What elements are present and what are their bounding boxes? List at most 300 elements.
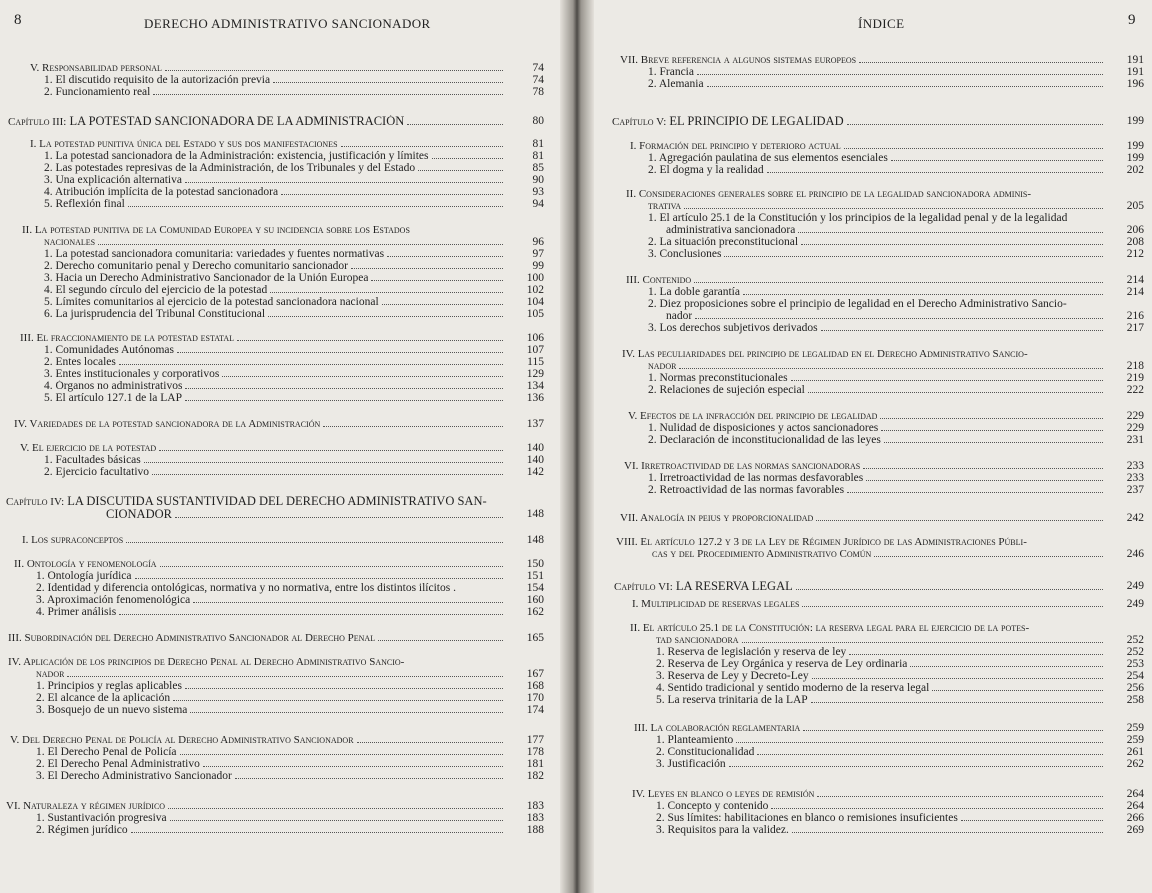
toc-entry-title xyxy=(36,746,177,758)
toc-entry-text: IV. Variedades de la potestad sancionadora de la Administración xyxy=(14,418,321,430)
toc-entry-text: V. Efectos de la infracción del principio de legalidad xyxy=(628,410,878,422)
toc-entry-text: 2. Las potestades represivas de la Administración, de los Tribunales y del Estado xyxy=(44,162,416,174)
toc-entry-text: 5. El artículo 127.1 de la LAP xyxy=(44,392,182,404)
toc-entry-title xyxy=(648,484,844,496)
toc-entry-text: 3. Bosquejo de un nuevo sistema xyxy=(36,704,188,716)
toc-entry xyxy=(44,86,506,98)
toc-entry xyxy=(630,622,1106,634)
toc-entry-title xyxy=(656,646,846,658)
toc-page-number: 258 xyxy=(1126,694,1144,706)
toc-entry-title xyxy=(648,78,704,90)
toc-entry xyxy=(648,472,1106,484)
toc-entry xyxy=(626,274,1106,286)
toc-entry-title xyxy=(666,224,795,236)
toc-entry xyxy=(44,272,506,284)
toc-entry-title xyxy=(36,812,167,824)
toc-page-number: 162 xyxy=(526,606,544,618)
toc-entry-title xyxy=(10,734,354,746)
toc-entry-title xyxy=(656,634,739,646)
right-page-number: 9 xyxy=(1128,12,1136,28)
toc-entry xyxy=(44,356,506,368)
toc-entry-title xyxy=(632,598,799,610)
toc-entry-text: VII. Breve referencia a algunos sistemas europeos xyxy=(620,54,857,66)
toc-entry-title xyxy=(22,224,410,236)
dot-leader xyxy=(816,520,1103,521)
toc-entry-title xyxy=(36,704,187,716)
toc-entry xyxy=(44,368,506,380)
toc-entry-text: 4. El segundo círculo del ejercicio de la potestad xyxy=(44,284,268,296)
toc-entry-title xyxy=(36,758,200,770)
dot-leader xyxy=(119,614,503,615)
toc-entry-text: 2. Sus límites: habilitaciones en blanco o remisiones insuficientes xyxy=(656,812,958,824)
toc-entry-text: 1. La potestad sancionadora de la Administración: existencia, justificación y límites xyxy=(44,150,429,162)
toc-entry-title xyxy=(36,570,132,582)
toc-entry-title xyxy=(44,368,219,380)
toc-entry xyxy=(656,824,1106,836)
toc-entry xyxy=(14,418,506,430)
toc-page-number: 188 xyxy=(526,824,544,836)
dot-leader xyxy=(849,654,1103,655)
dot-leader xyxy=(881,430,1103,431)
toc-entry-title xyxy=(656,746,754,758)
toc-entry-text: 2. Retroactividad de las normas favorables xyxy=(648,484,845,496)
dot-leader xyxy=(684,208,1103,209)
toc-entry-text: IV. Leyes en blanco o leyes de remisión xyxy=(632,788,815,800)
toc-entry-title xyxy=(630,140,841,152)
toc-entry-title xyxy=(656,670,809,682)
toc-page-number: 249 xyxy=(1126,580,1144,592)
toc-entry-text: VII. Analogía in peius y proporcionalidad xyxy=(620,512,814,524)
toc-page-number: 142 xyxy=(526,466,544,478)
chapter-label: Capítulo IV: xyxy=(6,496,65,508)
toc-page-number: 94 xyxy=(532,198,544,210)
toc-page-number: 259 xyxy=(1126,734,1144,746)
toc-page-number: 242 xyxy=(1126,512,1144,524)
dot-leader xyxy=(802,606,1103,607)
toc-entry-title xyxy=(648,200,681,212)
toc-entry-title xyxy=(30,62,162,74)
dot-leader xyxy=(126,542,503,543)
toc-entry xyxy=(44,260,506,272)
toc-page-number: 196 xyxy=(1126,78,1144,90)
toc-entry xyxy=(10,734,506,746)
toc-entry xyxy=(36,770,506,782)
toc-entry-text: nador xyxy=(36,668,65,680)
toc-entry xyxy=(656,734,1106,746)
toc-entry xyxy=(36,570,506,582)
toc-entry-title xyxy=(44,356,116,368)
toc-entry xyxy=(44,174,506,186)
toc-page-number: 177 xyxy=(526,734,544,746)
dot-leader xyxy=(742,642,1103,643)
toc-page-number: 259 xyxy=(1126,722,1144,734)
toc-entry-text: 3. Conclusiones xyxy=(648,248,722,260)
toc-entry xyxy=(8,115,506,128)
dot-leader xyxy=(808,392,1103,393)
toc-entry xyxy=(36,812,506,824)
toc-entry-title xyxy=(36,606,116,618)
toc-entry-title xyxy=(106,508,172,520)
dot-leader xyxy=(757,754,1103,755)
dot-leader xyxy=(407,124,503,125)
dot-leader xyxy=(237,340,503,341)
dot-leader xyxy=(185,182,503,183)
toc-entry xyxy=(44,186,506,198)
dot-leader xyxy=(694,282,1103,283)
dot-leader xyxy=(743,294,1103,295)
toc-entry xyxy=(634,722,1106,734)
toc-page-number: 253 xyxy=(1126,658,1144,670)
toc-entry-text: 1. Normas preconstitucionales xyxy=(648,372,788,384)
dot-leader xyxy=(235,778,503,779)
toc-entry xyxy=(44,380,506,392)
toc-entry-title xyxy=(44,454,141,466)
toc-page-number: 212 xyxy=(1126,248,1144,260)
toc-entry xyxy=(36,692,506,704)
toc-entry-title xyxy=(648,298,1067,310)
toc-entry-text: 5. Límites comunitarios al ejercicio de la potestad sancionadora nacional xyxy=(44,296,379,308)
toc-entry xyxy=(20,442,506,454)
toc-entry xyxy=(44,308,506,320)
toc-page-number: 105 xyxy=(526,308,544,320)
toc-page-number: 93 xyxy=(532,186,544,198)
toc-entry-title xyxy=(648,286,740,298)
toc-entry xyxy=(44,74,506,86)
toc-entry xyxy=(44,284,506,296)
toc-page-number: 254 xyxy=(1126,670,1144,682)
toc-entry xyxy=(648,360,1106,372)
dot-leader xyxy=(371,280,503,281)
dot-leader xyxy=(67,676,503,677)
toc-entry-title xyxy=(44,392,182,404)
toc-entry-text: 1. El discutido requisito de la autorización previa xyxy=(44,74,271,86)
toc-entry xyxy=(648,212,1106,224)
toc-page-number: 137 xyxy=(526,418,544,430)
toc-entry-title xyxy=(656,800,768,812)
toc-entry-text: 1. Francia xyxy=(648,66,694,78)
dot-leader xyxy=(844,148,1103,149)
toc-page-number: 183 xyxy=(526,812,544,824)
dot-leader xyxy=(185,400,503,401)
toc-entry-text: 2. Entes locales xyxy=(44,356,116,368)
toc-page-number: 264 xyxy=(1126,788,1144,800)
dot-leader xyxy=(863,468,1103,469)
toc-entry xyxy=(648,286,1106,298)
toc-page-number: 140 xyxy=(526,454,544,466)
dot-leader xyxy=(203,766,503,767)
toc-entry xyxy=(656,746,1106,758)
toc-page-number: 237 xyxy=(1126,484,1144,496)
toc-entry-title xyxy=(648,422,878,434)
dot-leader xyxy=(160,566,503,567)
toc-entry-title xyxy=(6,800,165,812)
toc-page-number: 264 xyxy=(1126,800,1144,812)
dot-leader xyxy=(351,268,503,269)
dot-leader xyxy=(859,62,1103,63)
toc-entry-title xyxy=(612,115,844,128)
toc-entry xyxy=(36,758,506,770)
dot-leader xyxy=(866,480,1103,481)
toc-entry-title xyxy=(616,536,1027,548)
toc-page-number: 100 xyxy=(526,272,544,284)
toc-entry-title xyxy=(44,186,278,198)
toc-page-number: 216 xyxy=(1126,310,1144,322)
toc-entry-title xyxy=(648,472,863,484)
toc-entry-title xyxy=(36,668,64,680)
toc-page-number: 165 xyxy=(526,632,544,644)
toc-entry-text: I. Formación del principio y deterioro actual xyxy=(630,140,841,152)
toc-entry-title xyxy=(44,272,368,284)
toc-entry-title xyxy=(648,434,881,446)
toc-entry-title xyxy=(648,66,694,78)
toc-entry-text: V. Del Derecho Penal de Policía al Derecho Administrativo Sancionador xyxy=(10,734,354,746)
toc-entry-title xyxy=(656,758,726,770)
toc-entry-text: 2. Declaración de inconstitucionalidad de las leyes xyxy=(648,434,881,446)
toc-entry-title xyxy=(656,812,958,824)
toc-entry xyxy=(6,800,506,812)
toc-entry xyxy=(648,236,1106,248)
toc-page-number: 148 xyxy=(526,508,544,520)
toc-entry-title xyxy=(648,164,764,176)
dot-leader xyxy=(323,426,503,427)
toc-entry xyxy=(22,534,506,546)
dot-leader xyxy=(270,292,503,293)
toc-entry-text: 3. Requisitos para la validez. xyxy=(656,824,789,836)
toc-entry-title xyxy=(620,54,856,66)
toc-entry xyxy=(666,224,1106,236)
left-page xyxy=(0,0,572,893)
toc-page-number: 214 xyxy=(1126,274,1144,286)
toc-entry-title xyxy=(656,824,789,836)
toc-entry xyxy=(36,704,506,716)
toc-page-number: 81 xyxy=(532,150,544,162)
toc-entry-text: 3. Entes institucionales y corporativos xyxy=(44,368,220,380)
dot-leader xyxy=(803,730,1103,731)
toc-entry-text: 1. La potestad sancionadora comunitaria: variedades y fuentes normativas xyxy=(44,248,385,260)
toc-entry-title xyxy=(44,248,384,260)
toc-entry-text: 1. Concepto y contenido xyxy=(656,800,769,812)
toc-entry-text: 1. Ontología jurídica xyxy=(36,570,132,582)
toc-page-number: 217 xyxy=(1126,322,1144,334)
toc-page-number: 231 xyxy=(1126,434,1144,446)
toc-entry xyxy=(36,606,506,618)
dot-leader xyxy=(792,832,1103,833)
toc-page-number: 151 xyxy=(526,570,544,582)
toc-entry xyxy=(648,66,1106,78)
toc-entry-text: III. Subordinación del Derecho Administrativo Sancionador al Derecho Penal xyxy=(8,632,376,644)
toc-entry-text: II. Ontología y fenomenología xyxy=(14,558,157,570)
toc-entry-title xyxy=(36,594,190,606)
toc-entry-title xyxy=(648,384,805,396)
toc-entry xyxy=(656,634,1106,646)
dot-leader xyxy=(165,70,503,71)
dot-leader xyxy=(281,194,503,195)
toc-entry xyxy=(36,746,506,758)
toc-entry xyxy=(106,508,506,521)
dot-leader xyxy=(153,94,503,95)
toc-page-number: 154 xyxy=(526,582,544,594)
toc-entry-text: IV. Aplicación de los principios de Derecho Penal al Derecho Administrativo Sancio- xyxy=(8,656,405,668)
toc-entry-title xyxy=(44,296,379,308)
toc-entry-title xyxy=(20,332,234,344)
toc-entry-text: 2. Diez proposiciones sobre el principio de legalidad en el Derecho Administrativo Sancio- xyxy=(648,298,1067,310)
toc-entry-text: 2. Alemania xyxy=(648,78,704,90)
toc-page-number: 134 xyxy=(526,380,544,392)
dot-leader xyxy=(847,492,1103,493)
toc-entry-text: VIII. El artículo 127.2 y 3 de la Ley de Régimen Jurídico de las Administraciones Públi- xyxy=(616,536,1027,548)
toc-entry-text: III. El fraccionamiento de la potestad estatal xyxy=(20,332,234,344)
dot-leader xyxy=(341,146,503,147)
toc-entry-title xyxy=(44,466,149,478)
toc-entry-text: 4. Primer análisis xyxy=(36,606,117,618)
toc-entry xyxy=(648,484,1106,496)
toc-entry-text: 2. Relaciones de sujeción especial xyxy=(648,384,805,396)
toc-entry xyxy=(648,78,1106,90)
dot-leader xyxy=(357,742,503,743)
dot-leader xyxy=(268,316,503,317)
right-table-of-contents xyxy=(582,0,1152,893)
dot-leader xyxy=(177,352,503,353)
toc-page-number: 269 xyxy=(1126,824,1144,836)
toc-entry-text: II. El artículo 25.1 de la Constitución: la reserva legal para el ejercicio de la potes- xyxy=(630,622,1030,634)
dot-leader xyxy=(382,304,503,305)
toc-entry-text: 1. Principios y reglas aplicables xyxy=(36,680,182,692)
toc-page-number: 140 xyxy=(526,442,544,454)
dot-leader xyxy=(695,318,1103,319)
toc-page-number: 160 xyxy=(526,594,544,606)
dot-leader xyxy=(729,766,1103,767)
toc-page-number: 104 xyxy=(526,296,544,308)
toc-entry xyxy=(30,138,506,150)
dot-leader xyxy=(767,172,1103,173)
dot-leader xyxy=(185,688,503,689)
toc-entry xyxy=(626,188,1106,200)
dot-leader xyxy=(801,244,1103,245)
toc-page-number: 182 xyxy=(526,770,544,782)
dot-leader xyxy=(736,742,1103,743)
toc-entry-title xyxy=(20,442,156,454)
toc-entry xyxy=(6,495,506,508)
toc-entry xyxy=(22,224,506,236)
toc-entry xyxy=(656,658,1106,670)
toc-page-number: 80 xyxy=(532,115,544,127)
toc-entry-title xyxy=(648,322,818,334)
toc-entry-text: 3. Los derechos subjetivos derivados xyxy=(648,322,818,334)
toc-entry xyxy=(624,460,1106,472)
toc-page-number: 99 xyxy=(532,260,544,272)
dot-leader xyxy=(847,124,1103,125)
toc-entry-title xyxy=(8,115,404,128)
toc-entry-title xyxy=(626,274,691,286)
toc-entry-text: 1. Reserva de legislación y reserva de ley xyxy=(656,646,847,658)
right-page xyxy=(582,0,1152,893)
toc-page-number: 174 xyxy=(526,704,544,716)
chapter-label: Capítulo III: xyxy=(8,116,67,128)
toc-entry-text: 3. Una explicación alternativa xyxy=(44,174,182,186)
book-gutter xyxy=(560,0,594,893)
toc-page-number: 107 xyxy=(526,344,544,356)
toc-entry-text: 1. Agregación paulatina de sus elementos esenciales xyxy=(648,152,888,164)
toc-page-number: 181 xyxy=(526,758,544,770)
toc-page-number: 115 xyxy=(527,356,544,368)
toc-entry-title xyxy=(656,682,929,694)
toc-page-number: 218 xyxy=(1126,360,1144,372)
toc-page-number: 74 xyxy=(532,62,544,74)
toc-entry xyxy=(656,682,1106,694)
toc-entry-title xyxy=(648,152,888,164)
toc-entry xyxy=(666,310,1106,322)
toc-page-number: 97 xyxy=(532,248,544,260)
toc-entry-title xyxy=(648,248,721,260)
toc-entry-title xyxy=(36,692,170,704)
toc-entry-title xyxy=(36,770,232,782)
toc-entry-title xyxy=(648,236,798,248)
toc-entry xyxy=(656,800,1106,812)
dot-leader xyxy=(707,86,1103,87)
toc-page-number: 261 xyxy=(1126,746,1144,758)
dot-leader xyxy=(891,160,1103,161)
toc-entry-title xyxy=(656,734,733,746)
toc-entry-title xyxy=(648,360,676,372)
toc-entry-text: 2. Reserva de Ley Orgánica y reserva de Ley ordinaria xyxy=(656,658,908,670)
toc-entry-title xyxy=(6,495,487,508)
toc-entry-text: 1. El artículo 25.1 de la Constitución y los principios de la legalidad penal y de la legalidad xyxy=(648,212,1068,224)
toc-entry-title xyxy=(648,372,788,384)
dot-leader xyxy=(418,170,503,171)
toc-entry-text: I. La potestad punitiva única del Estado y sus dos manifestaciones xyxy=(30,138,338,150)
toc-entry xyxy=(656,646,1106,658)
toc-page-number: 78 xyxy=(532,86,544,98)
toc-entry xyxy=(36,582,506,594)
toc-entry-text: 1. Sustantivación progresiva xyxy=(36,812,167,824)
toc-page-number: 81 xyxy=(532,138,544,150)
dot-leader xyxy=(144,462,503,463)
toc-entry-text: administrativa sancionadora xyxy=(666,224,796,236)
toc-entry-text: III. La colaboración reglamentaria xyxy=(634,722,801,734)
toc-entry-title xyxy=(44,150,429,162)
toc-entry-title xyxy=(14,418,320,430)
toc-entry-title xyxy=(8,656,404,668)
toc-entry-title xyxy=(632,788,814,800)
toc-entry-title xyxy=(44,236,95,248)
toc-entry-text: 1. Nulidad de disposiciones y actos sancionadores xyxy=(648,422,879,434)
toc-entry-text: 4. Atribución implícita de la potestad sancionadora xyxy=(44,186,279,198)
toc-page-number: 85 xyxy=(532,162,544,174)
toc-page-number: 199 xyxy=(1126,140,1144,152)
toc-entry-text: nador xyxy=(666,310,693,322)
toc-entry-text: VI. Naturaleza y régimen jurídico xyxy=(6,800,166,812)
toc-entry-title xyxy=(36,582,456,594)
toc-page-number: 183 xyxy=(526,800,544,812)
toc-page-number: 178 xyxy=(526,746,544,758)
toc-entry-title xyxy=(44,86,150,98)
toc-page-number: 233 xyxy=(1126,460,1144,472)
toc-entry xyxy=(648,200,1106,212)
toc-page-number: 208 xyxy=(1126,236,1144,248)
dot-leader xyxy=(170,820,503,821)
right-running-header: ÍNDICE xyxy=(858,16,905,31)
toc-entry-text: I. Los supraconceptos xyxy=(22,534,124,546)
toc-entry-text: tad sancionadora xyxy=(656,634,739,646)
toc-entry-title xyxy=(44,284,267,296)
toc-page-number: 256 xyxy=(1126,682,1144,694)
toc-entry xyxy=(614,580,1106,593)
dot-leader xyxy=(168,808,503,809)
toc-page-number: 150 xyxy=(526,558,544,570)
dot-leader xyxy=(771,808,1103,809)
toc-page-number: 129 xyxy=(526,368,544,380)
dot-leader xyxy=(679,368,1103,369)
